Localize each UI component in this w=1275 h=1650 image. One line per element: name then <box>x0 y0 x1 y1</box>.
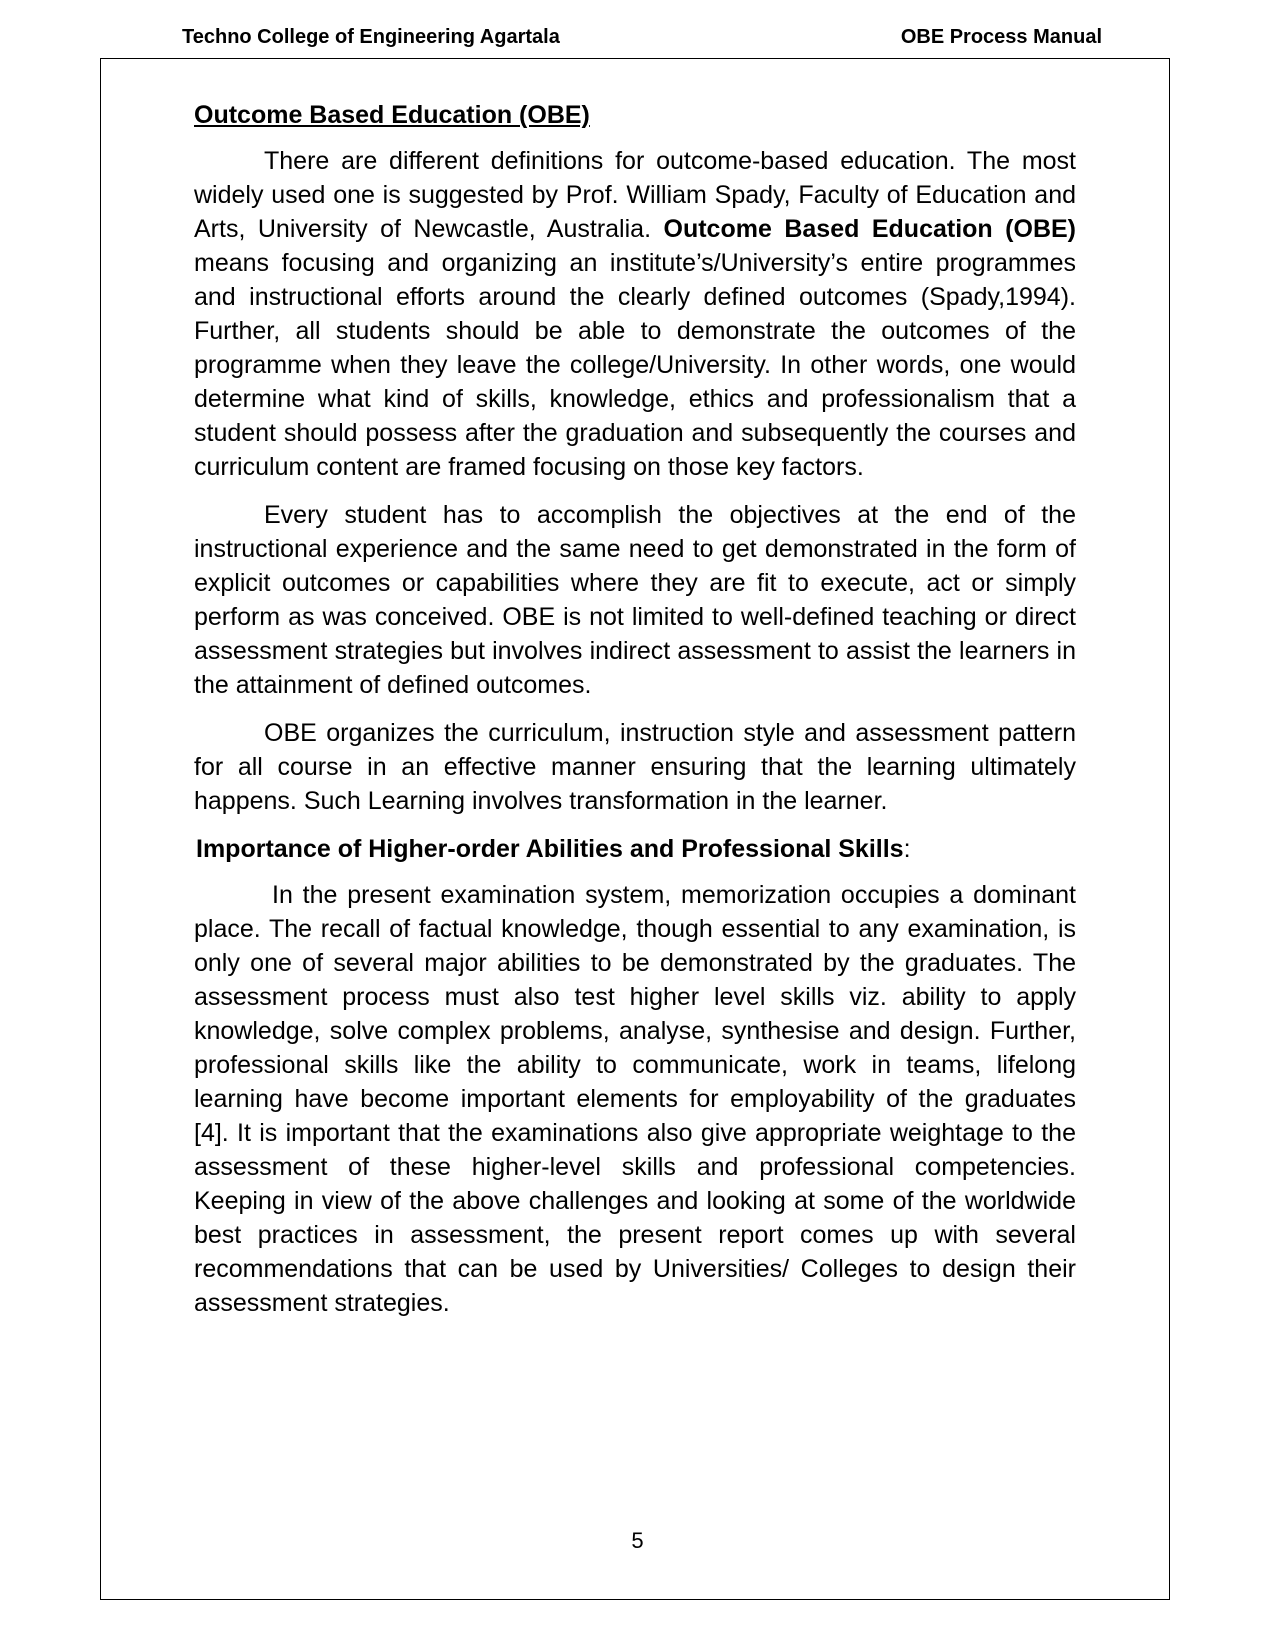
bold-term-obe: Outcome Based Education (OBE) <box>663 215 1076 243</box>
paragraph-student-objectives: Every student has to accomplish the objectives at the end of the instructional experience and the same need to get demonstrated in the form of explicit outcomes or capabilities where they are fit to execute, act or simply perform as was conceived. OBE is not limited to well-defined teaching or direct assessment strategies but involves indirect assessment to assist the learners in the attainment of defined outcomes. <box>194 501 1076 699</box>
header-institution: Techno College of Engineering Agartala <box>182 26 560 48</box>
running-header <box>182 26 1102 54</box>
paragraph-text: There are different definitions for outcome-based education. The most widely used one is suggested by Prof. William Spady, Faculty of Education and Arts, University of Newcastle, Australia. <box>194 147 1076 243</box>
section-title: Outcome Based Education (OBE) <box>194 101 590 129</box>
subheading-higher-order-abilities <box>196 832 1076 866</box>
paragraph-examination-system: In the present examination system, memorization occupies a dominant place. The recall of factual knowledge, though essential to any examination, is only one of several major abilities to be demonstrated by the graduates. The assessment process must also test higher level skills viz. ability to apply knowledge, solve complex problems, analyse, synthesise and design. Further, professional skills like the ability to communicate, work in teams, lifelong learning have become important elements for employability of the graduates [4]. It is important that the examinations also give appropriate weightage to the assessment of these higher-level skills and professional competencies. Keeping in view of the above challenges and looking at some of the worldwide best practices in assessment, the present report comes up with several recommendations that can be used by Universities/ Colleges to design their assessment strategies. <box>194 881 1076 1317</box>
page-number: 5 <box>631 1528 644 1553</box>
subheading-text: Importance of Higher-order Abilities and Professional Skills <box>196 835 904 863</box>
page-content <box>194 98 1076 1334</box>
paragraph-obe-definition <box>194 144 1076 484</box>
paragraph-obe-organizes: OBE organizes the curriculum, instruction style and assessment pattern for all course in an effective manner ensuring that the learning ultimately happens. Such Learning involves transformation in the learner. <box>194 719 1076 815</box>
header-document-title: OBE Process Manual <box>900 26 1102 48</box>
subheading-colon: : <box>903 835 911 863</box>
paragraph-text: means focusing and organizing an institute’s/University’s entire programmes and instructional efforts around the clearly defined outcomes (Spady,1994). Further, all students should be able to demonstrate the outcomes of the programme when they leave the college/University. In other words, one would determine what kind of skills, knowledge, ethics and professionalism that a student should possess after the graduation and subsequently the courses and curriculum content are framed focusing on those key factors. <box>194 249 1076 481</box>
